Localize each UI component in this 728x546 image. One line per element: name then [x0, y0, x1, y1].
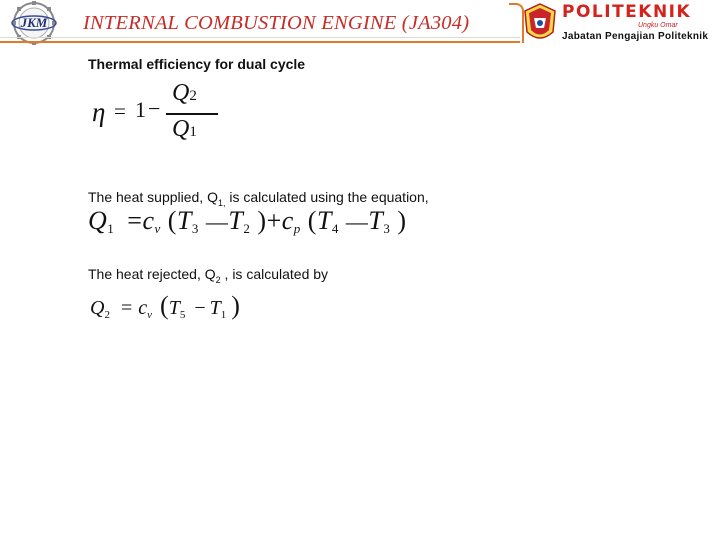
eq2-plus: + [266, 206, 282, 235]
eq3-paren-open: ( [160, 291, 169, 320]
slide-title: INTERNAL COMBUSTION ENGINE (JA304) [83, 12, 470, 34]
eq2-t3b-sub: 3 [383, 221, 391, 236]
eq1-numerator [172, 80, 197, 107]
eq1-den-sub: 1 [189, 124, 197, 140]
eq2-paren-open-2: ( [307, 206, 317, 235]
eq3-t1: T [209, 297, 221, 319]
eq2-minus-2: — [345, 209, 369, 234]
eq3-equals: = [120, 297, 133, 319]
heat-rejected-equation [90, 291, 240, 321]
eq3-paren-close: ) [231, 291, 240, 320]
heat-rejected-pre: The heat rejected, Q [88, 266, 216, 282]
eq3-c: c [138, 297, 148, 319]
eq2-t3b: T [368, 206, 384, 235]
crest-icon [522, 2, 558, 46]
heat-supplied-text [88, 189, 429, 208]
heat-supplied-pre: The heat supplied, Q [88, 189, 218, 205]
header-divider [0, 37, 520, 38]
eq2-c1-sub: v [154, 221, 161, 236]
eq2-t2: T [228, 206, 244, 235]
eq2-paren-close-2: ) [397, 206, 407, 235]
eq2-t3-sub: 3 [191, 221, 199, 236]
eq3-t5-sub: 5 [179, 309, 186, 321]
slide-header [0, 0, 728, 48]
eq3-t1-sub: 1 [220, 309, 227, 321]
heat-rejected-post: , is calculated by [220, 266, 329, 282]
brand-name: POLITEKNIK [562, 2, 692, 22]
heat-supplied-equation [88, 206, 407, 236]
eq2-c1: c [142, 206, 155, 235]
eq3-minus: − [194, 297, 206, 319]
eq1-num-sub: 2 [189, 88, 197, 104]
eta-symbol: η [92, 97, 106, 127]
eq1-minus: − [148, 96, 161, 121]
eq2-t4-sub: 4 [331, 221, 339, 236]
eq3-c-sub: v [147, 309, 153, 321]
heat-supplied-sub: 1, [217, 197, 226, 208]
eq2-t2-sub: 2 [243, 221, 251, 236]
eq2-q: Q [88, 206, 108, 235]
eq3-q: Q [90, 297, 105, 319]
eq2-minus-1: — [205, 209, 229, 234]
eq2-c2-sub: p [293, 221, 301, 236]
jkm-logo-icon [3, 1, 65, 45]
eq3-q-sub: 2 [104, 309, 110, 321]
efficiency-equation [92, 80, 232, 150]
eq2-t4: T [316, 206, 332, 235]
jkm-logo-text: JKM [20, 15, 48, 30]
eq2-paren-close-1: ) [257, 206, 267, 235]
eq2-paren-open-1: ( [167, 206, 177, 235]
heat-supplied-post: is calculated using the equation, [225, 189, 429, 205]
eq2-q-sub: 1 [107, 221, 115, 236]
brand-department: Jabatan Pengajian Politeknik [562, 31, 709, 42]
eq1-equals: = [114, 99, 126, 123]
slide-subtitle: Thermal efficiency for dual cycle [88, 56, 306, 72]
eq3-t5: T [168, 297, 180, 319]
eq1-den-q: Q [172, 116, 190, 142]
eq1-one: 1 [135, 97, 146, 122]
eq2-t3: T [176, 206, 192, 235]
eq1-num-q: Q [172, 80, 190, 106]
brand-campus: Ungku Omar [638, 22, 678, 29]
heat-rejected-sub: 2 [215, 274, 221, 285]
eq2-equals: = [127, 206, 143, 235]
fraction-bar [166, 113, 218, 115]
eq2-c2: c [281, 206, 294, 235]
eq1-denominator [172, 116, 197, 143]
heat-rejected-text [88, 266, 328, 285]
header-accent-line [0, 41, 520, 43]
